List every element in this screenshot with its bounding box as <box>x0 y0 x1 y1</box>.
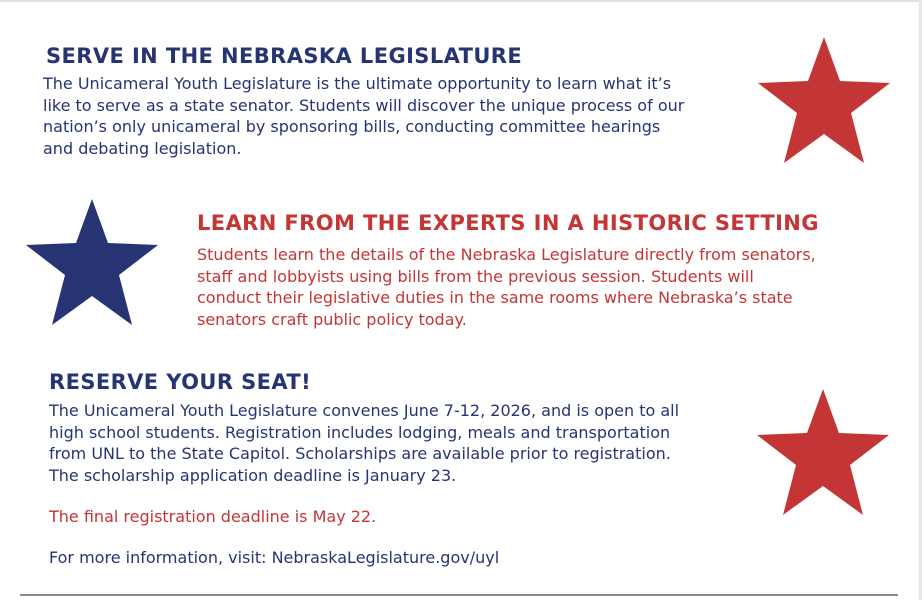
top-border <box>0 0 922 2</box>
serve-heading: SERVE IN THE NEBRASKA LEGISLATURE <box>46 44 523 68</box>
reserve-paragraph: The Unicameral Youth Legislature convenes June 7-12, 2026, and is open to all high school students. Registration includes lodging, meals and transportation from UNL to the State Capitol. Scholarships are available prior to registration. The scholarship application deadline is January 23. <box>49 401 680 485</box>
serve-paragraph: The Unicameral Youth Legislature is the ultimate opportunity to learn what it’s like to serve as a state senator. Students will discover the unique process of our nation’s only unicameral by sponsoring bills, conducting committee hearings and debating legislation. <box>43 74 685 158</box>
learn-paragraph: Students learn the details of the Nebraska Legislature directly from senators, staff and lobbyists using bills from the previous session. Students will conduct their legislative duties in the same rooms where Nebraska’s state senators craft public policy today. <box>197 245 816 329</box>
red-star-icon-top <box>756 35 892 165</box>
deadline-note: The final registration deadline is May 22. <box>49 507 377 526</box>
more-info-link: For more information, visit: NebraskaLegislature.gov/uyl <box>49 548 500 567</box>
red-star-icon-bottom <box>755 387 891 517</box>
navy-star-icon <box>24 197 160 327</box>
learn-heading: LEARN FROM THE EXPERTS IN A HISTORIC SETTING <box>197 211 819 235</box>
bottom-rule <box>20 594 898 596</box>
reserve-heading: RESERVE YOUR SEAT! <box>49 370 312 394</box>
